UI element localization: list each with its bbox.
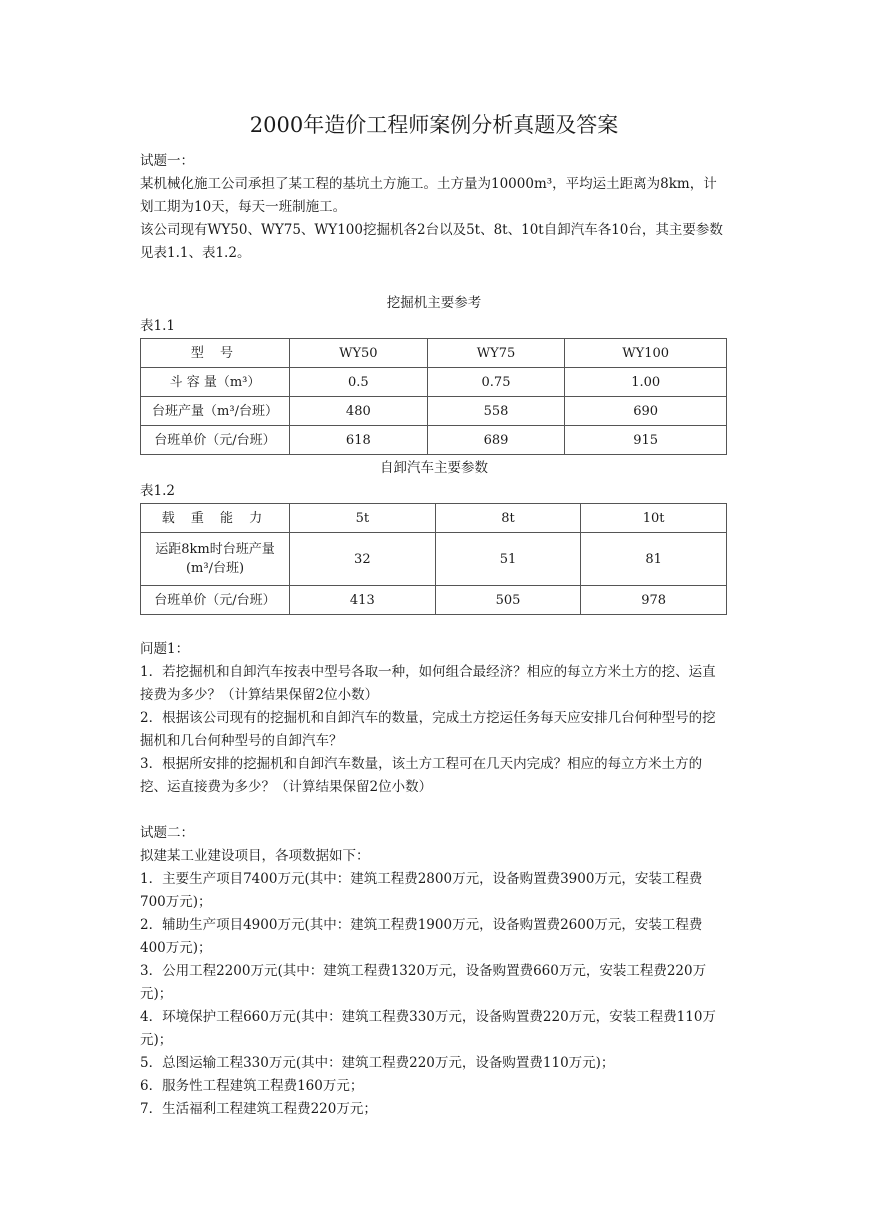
document-page — [140, 110, 728, 1121]
table-cell: 558 — [427, 397, 565, 426]
table-cell: 台班单价（元/台班） — [141, 426, 290, 455]
table-cell: 0.75 — [427, 368, 565, 397]
list-item: 3．公用工程2200万元(其中：建筑工程费1320万元，设备购置费660万元，安装工程费220万元)； — [140, 963, 707, 1002]
table-cell: 1.00 — [565, 368, 727, 397]
list-item: 6．服务性工程建筑工程费160万元； — [140, 1078, 364, 1094]
excavator-table — [140, 338, 727, 455]
table-cell: 618 — [290, 426, 428, 455]
table-row — [141, 397, 727, 426]
q1-heading: 试题一： — [140, 153, 194, 169]
table-row — [141, 504, 727, 533]
list-item: 7．生活福利工程建筑工程费220万元； — [140, 1101, 377, 1117]
dump-truck-table — [140, 503, 727, 615]
q1-paragraph-2: 该公司现有WY50、WY75、WY100挖掘机各2台以及5t、8t、10t自卸汽车各10台，其主要参数见表1.1、表1.2。 — [140, 222, 723, 261]
table-cell: 51 — [435, 533, 581, 586]
table-cell: 8t — [435, 504, 581, 533]
question-item: 3．根据所安排的挖掘机和自卸汽车数量，该土方工程可在几天内完成？相应的每立方米土方的挖、运直接费为多少？（计算结果保留2位小数） — [140, 756, 703, 795]
table1-label: 表1.1 — [140, 318, 175, 334]
table-row — [141, 533, 727, 586]
table-cell: 斗 容 量（m³） — [141, 368, 290, 397]
list-item: 5．总图运输工程330万元(其中：建筑工程费220万元，设备购置费110万元)； — [140, 1055, 615, 1071]
table-row — [141, 426, 727, 455]
table-row — [141, 339, 727, 368]
document-title: 2000年造价工程师案例分析真题及答案 — [249, 113, 619, 137]
q2-intro: 拟建某工业建设项目，各项数据如下： — [140, 848, 370, 864]
table-row — [141, 586, 727, 615]
table2-caption: 自卸汽车主要参数 — [380, 460, 488, 476]
list-item: 4．环境保护工程660万元(其中：建筑工程费330万元，设备购置费220万元，安装工程费110万元)； — [140, 1009, 716, 1048]
q1-paragraph-1: 某机械化施工公司承担了某工程的基坑土方施工。土方量为10000m³，平均运土距离为8km，计划工期为10天，每天一班制施工。 — [140, 176, 717, 215]
table-row — [141, 368, 727, 397]
table-cell: 台班单价（元/台班） — [141, 586, 290, 615]
table-cell: 型 号 — [141, 339, 290, 368]
table-cell: WY75 — [427, 339, 565, 368]
table-cell: 10t — [581, 504, 727, 533]
table-cell: 0.5 — [290, 368, 428, 397]
q2-heading: 试题二： — [140, 825, 194, 841]
list-item: 1．主要生产项目7400万元(其中：建筑工程费2800万元，设备购置费3900万元，安装工程费700万元)； — [140, 871, 703, 910]
table-cell: WY100 — [565, 339, 727, 368]
table-cell: 81 — [581, 533, 727, 586]
table-cell: 5t — [290, 504, 436, 533]
question-item: 2．根据该公司现有的挖掘机和自卸汽车的数量，完成土方挖运任务每天应安排几台何种型号的挖掘机和几台何种型号的自卸汽车？ — [140, 710, 716, 749]
list-item: 2．辅助生产项目4900万元(其中：建筑工程费1900万元，设备购置费2600万元，安装工程费400万元)； — [140, 917, 703, 956]
table-cell: 32 — [290, 533, 436, 586]
table-cell: 载 重 能 力 — [141, 504, 290, 533]
table-cell: WY50 — [290, 339, 428, 368]
table-cell: 690 — [565, 397, 727, 426]
table-cell: 689 — [427, 426, 565, 455]
table-cell: 978 — [581, 586, 727, 615]
questions-heading: 问题1： — [140, 641, 190, 657]
table-cell: 413 — [290, 586, 436, 615]
table-cell: 915 — [565, 426, 727, 455]
table-cell: 台班产量（m³/台班） — [141, 397, 290, 426]
table-cell: 505 — [435, 586, 581, 615]
table-cell: 480 — [290, 397, 428, 426]
table1-caption: 挖掘机主要参考 — [386, 295, 482, 311]
question-item: 1．若挖掘机和自卸汽车按表中型号各取一种，如何组合最经济？相应的每立方米土方的挖、运直接费为多少？（计算结果保留2位小数） — [140, 664, 716, 703]
table-cell: 运距8km时台班产量(m³/台班) — [141, 533, 290, 586]
table2-label: 表1.2 — [140, 483, 175, 499]
